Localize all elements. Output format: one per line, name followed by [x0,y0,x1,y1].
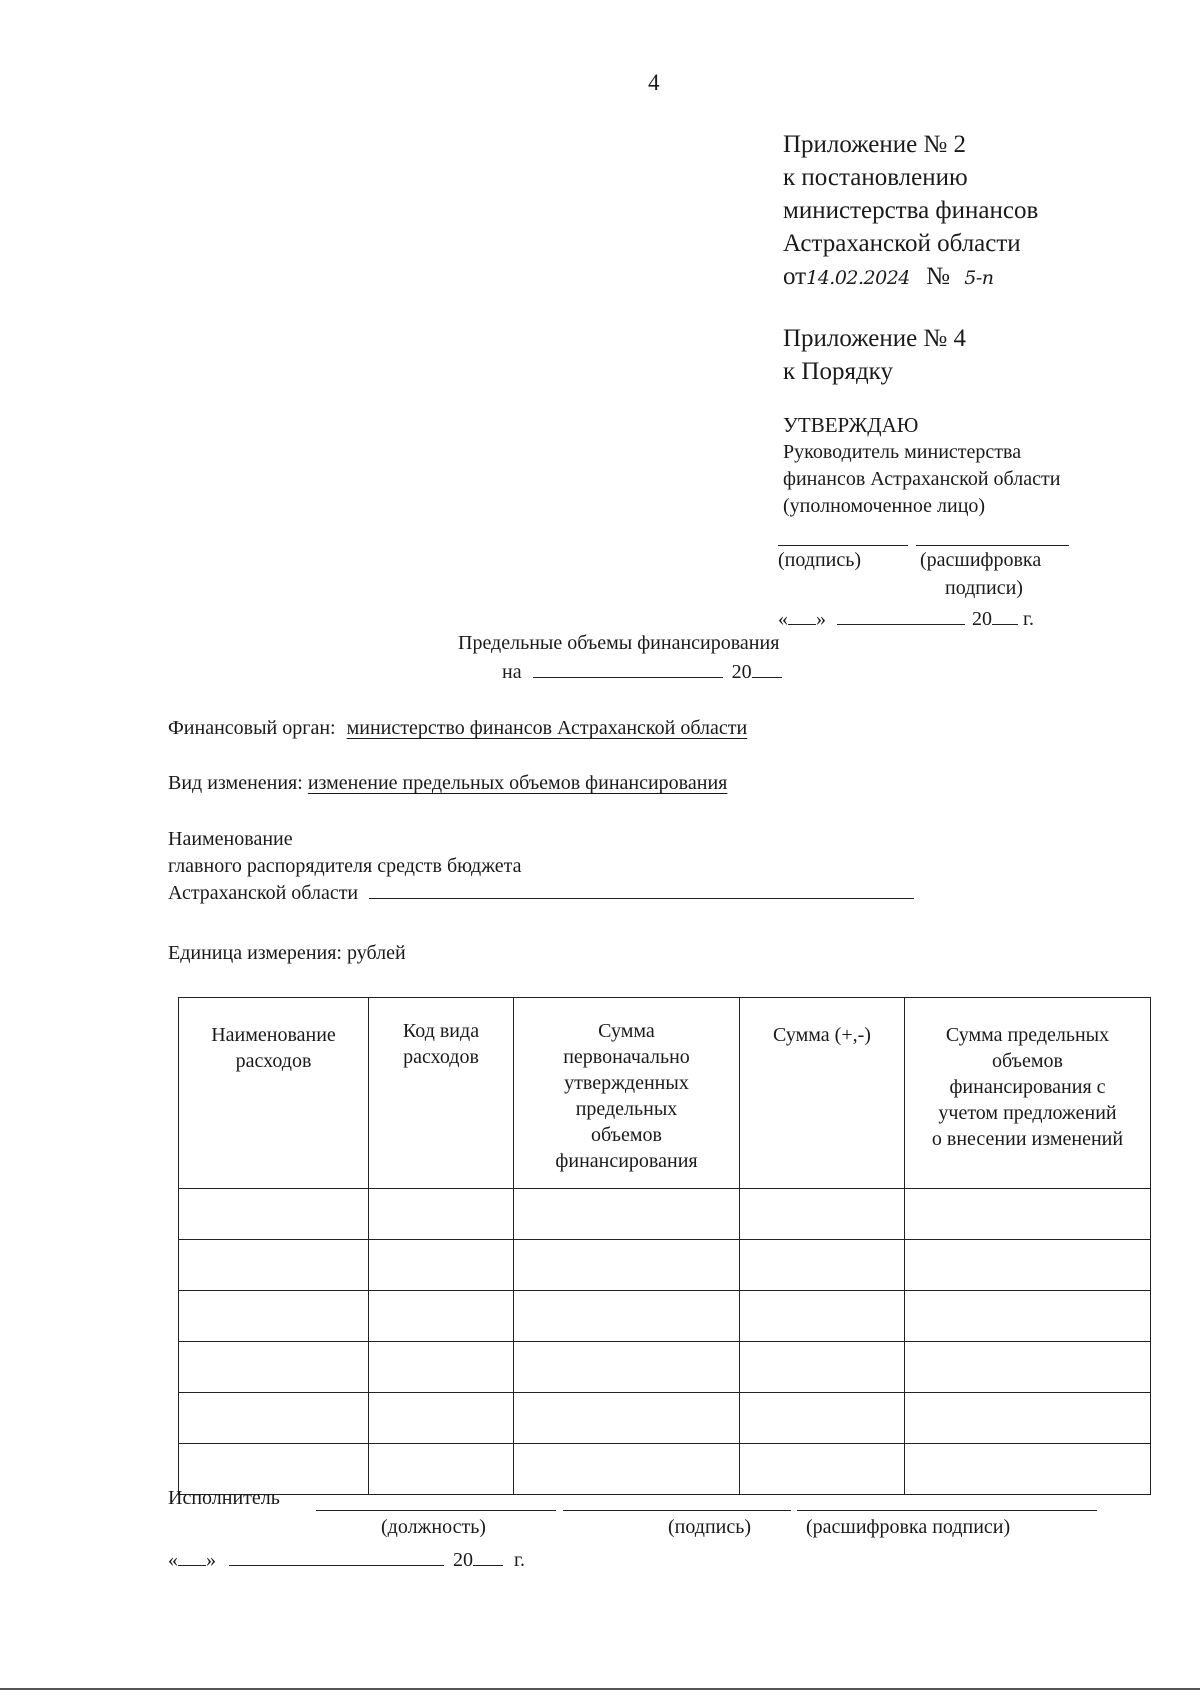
table-cell[interactable] [514,1342,740,1393]
executor-year-suffix: г. [514,1549,525,1571]
executor-signature-line [563,1510,791,1511]
header-original-amount: Сумма первоначально утвержденных предельных объемов финансирования [514,998,740,1189]
approval-heading: УТВЕРЖДАЮ [783,413,919,437]
appendix-main-line-4: Астраханской области [783,230,1021,257]
approval-signature-line [778,545,908,546]
table-row [179,1189,1151,1240]
unit-label: Единица измерения: рублей [168,942,406,964]
title-period-blank [533,659,723,678]
approval-line-3: (уполномоченное лицо) [783,495,986,517]
executor-label: Исполнитель [168,1487,280,1509]
executor-position-line [316,1510,556,1511]
handwritten-date: 14.02.2024 [806,267,910,289]
executor-quote-close: » [206,1549,216,1571]
table-cell[interactable] [514,1444,740,1495]
header-expense-code: Код вида расходов [369,998,514,1189]
table-cell[interactable] [514,1240,740,1291]
table-cell[interactable] [905,1444,1151,1495]
appendix-order-line-2: к Порядку [783,358,893,385]
approval-month-blank [837,606,965,625]
title-on-label: на [502,661,522,683]
table-cell[interactable] [514,1393,740,1444]
manager-name-blank [369,880,914,899]
date-prefix: от [783,263,807,290]
table-row [179,1393,1151,1444]
change-type-row [168,772,727,795]
executor-decoding-line [797,1510,1097,1511]
financing-table [178,997,1151,1495]
approval-year-prefix: 20 [972,608,992,630]
table-cell[interactable] [905,1393,1151,1444]
table-cell[interactable] [905,1240,1151,1291]
number-prefix: № [926,263,951,290]
change-type-label: Вид изменения: [168,772,303,794]
title-year-prefix: 20 [731,661,752,683]
header-resulting-amount: Сумма предельных объемов финансирования с учетом предложений о внесении изменений [905,998,1151,1189]
appendix-main-line-2: к постановлению [783,164,968,191]
executor-date-row [168,1547,525,1572]
approval-day-blank [788,606,816,625]
executor-year-blank [473,1547,503,1566]
approval-year-blank [992,606,1018,625]
manager-block [168,826,914,907]
table-row [179,1342,1151,1393]
table-header-row [179,998,1151,1189]
manager-label-2: главного распорядителя средств бюджета [168,855,522,877]
table-cell[interactable] [179,1189,369,1240]
header-expense-name: Наименование расходов [179,998,369,1189]
executor-signature-caption: (подпись) [668,1516,752,1538]
financial-body-label: Финансовый орган: [168,717,336,739]
table-cell[interactable] [740,1393,905,1444]
manager-label-3: Астраханской области [168,882,359,904]
table-cell[interactable] [905,1189,1151,1240]
table-row [179,1291,1151,1342]
bottom-divider [0,1688,1200,1690]
approval-quote-open: « [778,608,788,630]
table-cell[interactable] [369,1342,514,1393]
appendix-main-line-1: Приложение № 2 [783,131,967,158]
table-cell[interactable] [179,1393,369,1444]
change-type-value: изменение предельных объемов финансирования [307,772,728,794]
table-cell[interactable] [369,1393,514,1444]
financial-body-value: министерство финансов Астраханской области [346,717,748,739]
table-cell[interactable] [179,1342,369,1393]
table-cell[interactable] [369,1240,514,1291]
executor-quote-open: « [168,1549,178,1571]
page-number: 4 [648,70,660,95]
executor-year-prefix: 20 [453,1549,473,1571]
title-year-blank [752,659,782,678]
table-cell[interactable] [369,1291,514,1342]
title-period-row [502,659,782,684]
table-cell[interactable] [369,1444,514,1495]
approval-block [783,412,1060,520]
appendix-main-line-3: министерства финансов [783,197,1039,224]
table-cell[interactable] [740,1342,905,1393]
table-cell[interactable] [740,1189,905,1240]
table-cell[interactable] [514,1189,740,1240]
document-title: Предельные объемы финансирования [458,632,780,654]
appendix-order-line-1: Приложение № 4 [783,325,967,352]
approval-line-2: финансов Астраханской области [783,468,1061,490]
manager-label-1: Наименование [168,828,293,850]
table-cell[interactable] [740,1291,905,1342]
table-cell[interactable] [740,1240,905,1291]
approval-date-row [778,606,1034,631]
table-cell[interactable] [740,1444,905,1495]
executor-decoding-caption: (расшифровка подписи) [806,1516,1011,1538]
table-cell[interactable] [905,1291,1151,1342]
approval-decoding-line [916,545,1069,546]
manager-label-3-row [168,880,914,907]
executor-day-blank [178,1547,206,1566]
financial-body-row [168,717,747,740]
approval-decoding-caption-1: (расшифровка [920,549,1042,571]
table-cell[interactable] [514,1291,740,1342]
table-cell[interactable] [179,1291,369,1342]
table-cell[interactable] [905,1342,1151,1393]
appendix-main-block [783,128,1038,295]
approval-quote-close: » [816,608,826,630]
executor-position-caption: (должность) [381,1516,486,1538]
executor-month-blank [229,1547,444,1566]
table-cell[interactable] [369,1189,514,1240]
table-row [179,1240,1151,1291]
appendix-order-block [783,322,966,388]
table-row [179,1444,1151,1495]
approval-year-suffix: г. [1023,608,1034,630]
handwritten-number: 5-п [964,267,994,289]
appendix-date-row [783,260,1038,295]
table-cell[interactable] [179,1240,369,1291]
approval-line-1: Руководитель министерства [783,441,1022,463]
approval-decoding-caption-2: подписи) [945,577,1023,599]
approval-signature-caption: (подпись) [778,549,862,571]
header-change-amount: Сумма (+,-) [740,998,905,1189]
